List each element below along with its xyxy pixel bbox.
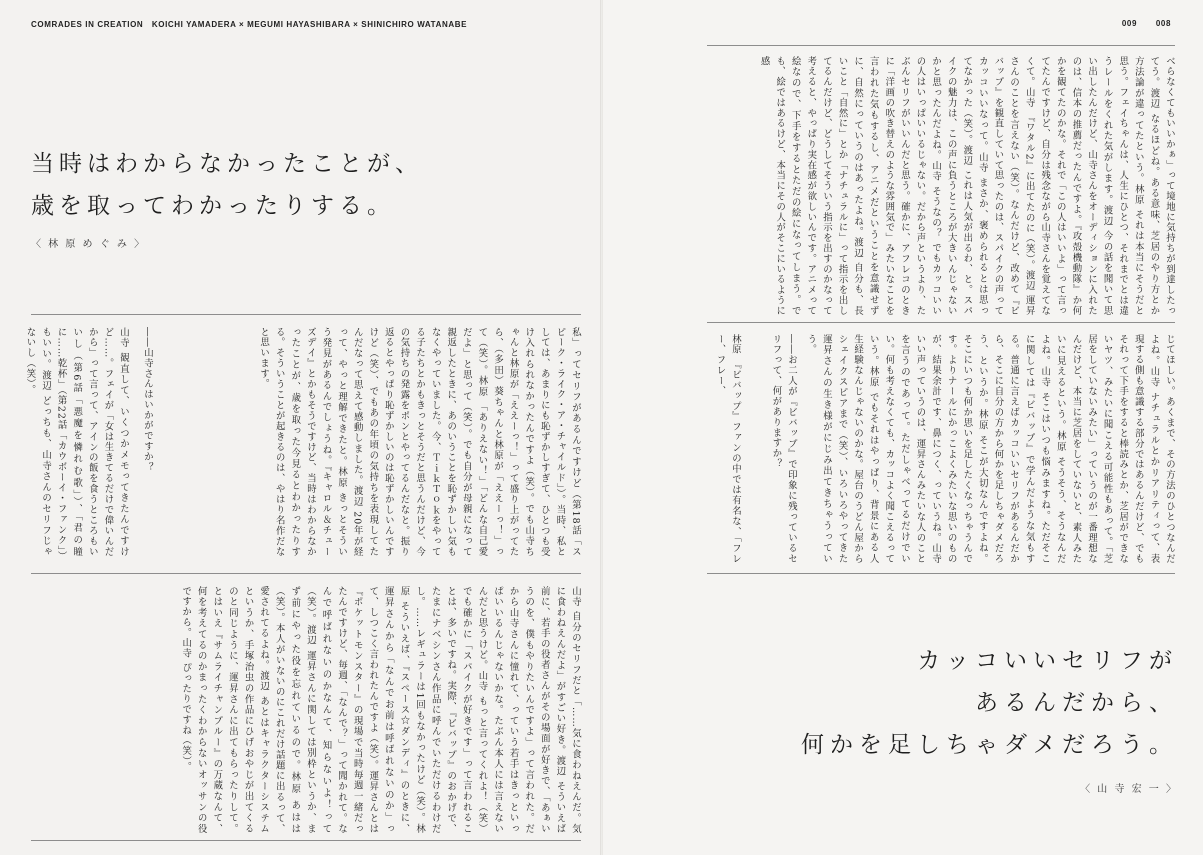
- pull-quote-attribution: 〈 林 原 め ぐ み 〉: [31, 239, 147, 250]
- running-header-title: COMRADES IN CREATION KOICHI YAMADERA × MEGUMI HAYASHIBARA × SHINICHIRO WATANABE: [31, 20, 468, 29]
- running-header-page-numbers: [1106, 19, 1171, 28]
- body-text-column: 私」ってセリフがあるんですけど（第18話「スピーク・ライク・ア・チャイルド」）。当時、私としては、あまりにも恥ずかしすぎて、ひとつも受け入れられなかったんですよ（笑）。でも山寺ちゃんと林原が「ええーっ！」って盛り上がってたら、（多田）葵ちゃんと林原が「ええーっ！」って（笑）。林原 「ありえない！」「どんな自己愛だよ」と思って（笑）。でも自分が母親になって親返したときに、あのいうことを恥ずかしい気もなくやっていました。今、ＴｉｋＴｏｋをやってる子たちとかもきっとそうだと思うんだけど、今の気持ちの発露をポンとやってるんだなと。振り返るとやっぱり恥ずかしいのは恥ずかしいんですけど（笑）、でもあの年頃の気持ちを表現してたんだなって思えて感動しました。渡辺 20年が経って、やっと理解できたと。林原 きっとそういう発見があるんでしょうね。『キャロル＆チューズデイ』とかもそうですけど、当時はわからなかったことが、歳を取った今見るとわかったりする。そういうことが起きるのは、やはり名作だなと思います。: [258, 327, 581, 557]
- pull-quote-attribution: 〈 山 寺 宏 一 〉: [1080, 784, 1178, 795]
- section-rule: [31, 573, 581, 574]
- pull-quote-line: 何かを足しちゃダメだろう。: [801, 732, 1178, 758]
- body-text-column: じてほしい。あくまで、その方法のひとつなんだよね。山寺 ナチュラルとかリアリティって、表現する側も意識する部分ではあるんだけど、でもそれって下手をすると棒読みとか、芝居ができないヤツ、みたいに聞こえる可能性もあって。「芝居をしていないみたい」っていうのが一番理想なんだけど、本当に芝居をしていないと、素人みたいに見えるという。林原 そうそう、そうなんだよね。山寺 そこはいつも悩みますね。ただそこに関しては『ビバップ』で学んだような気もする。普通に言えばカッコいいセリフがあるんだから、そこに自分の方から何かを足しちゃダメだろう、というか。林原 そこが大切なんですよね。そこにいつも何か思いを足したくなっちゃうんです。よりナールにかっこよくみたいな思いのものが、結果余計です、鼻につく、っていうね。山寺 いい声っていうのは、運昇さんみたいな人のことを言うのであって。ただしゃべってるだけでいい。何も考えなくても、カッコよく聞こえるっていう。林原 でもそれはやっぱり、背景にある人生経験なんじゃないのかな。屋台のうどん屋からシェイクスピアまで（笑）、いろいろやってきた運昇さんの生き様がにじみ出てきちゃうっていう。: [805, 334, 1175, 564]
- section-rule: [31, 840, 581, 841]
- section-rule: [707, 45, 1175, 46]
- body-text-column: べらなくてもいいかぁ」って境地に気持ちが到達したってう。渡辺 なるほどね。ある意味、芝居のやり方とか方法論が違ってたという。林原 それは本当にそうだと思う。フェイちゃんは、人生にひとつ、それまでとは違うレールをくれた気がします。渡辺 今の話を聞いて思い出したんだけど、山寺さんをオーディションに入れたのは、信本の推薦だったんですよ。『攻殻機動隊』か何かを観てたのかな。それで「この人はいいよ」って言ってたんですけど、自分は残念ながら山寺さんを覚えてなくて。山寺 『ワタル2』に出てたのに（笑）。渡辺 運昇さんのことを言えない（笑）。なんだけど、改めて『ビバップ』を観直していて思ったのは、スパイクの声ってカッコいいなって。山寺 まさか、褒められるとは思ってなかった（笑）。渡辺 これは人気が出るわ、と。スパイクの魅力は、この声に負うところが大きいんじゃないかと思ったんだよね。山寺 そうなの？ でもカッコいいの人はいっぱいいるじゃない。だから声というより、たぶんセリフがいいんだと思う。確かに、アフレコのときに「洋画の吹き替えのような雰囲気で」みたいなことを言われた気もするし、アニメだということを意識せずに、自然にっていうのはあったよね。渡辺 自分も、長いこと「自然に」とか「ナチュラルに」って指示を出してるんだけど、どうしてそういう指示を出すのかなって考えると、やっぱり実在感が欲しいんです。アニメって絵なので、下手をするとただの絵になってしまう。でも、絵ではあるけど、本当にその人がそこにいるように感: [758, 56, 1175, 316]
- section-rule: [31, 314, 581, 315]
- page-number-right: 008: [1155, 19, 1171, 28]
- pull-quote-line: 当時はわからなかったことが、: [31, 151, 423, 177]
- body-text-column: 林原 『ビバップ』ファンの中では有名な、「フレー、フレー、: [714, 334, 741, 564]
- section-rule: [707, 322, 1175, 323]
- right-pull-quote: [801, 640, 1178, 795]
- body-text-column: 山寺 観直して、いくつかメモってきたんですけど……。フェイが「女は生きてるだけで偉いんだから」って言って、アインの飯を食うところもいいし（第6話「悪魔を憐れむ歌」）、「君の瞳に……乾杯」（第22話「カウボーイ・ファンク」）もいい。渡辺 どっちも、山寺さんのセリフじゃないし（笑）。: [24, 327, 129, 557]
- interview-question: ――山寺さんはいかがですか？: [142, 327, 153, 473]
- pull-quote-line: あるんだから、: [975, 690, 1178, 716]
- pull-quote-line: カッコいいセリフが: [917, 648, 1178, 674]
- left-pull-quote: [31, 143, 423, 250]
- page-number-left: 009: [1121, 19, 1138, 28]
- pull-quote-line: 歳を取ってわかったりする。: [31, 193, 395, 219]
- section-rule: [707, 573, 1175, 574]
- body-text-column: 山寺 自分のセリフだと「……気に食わねえんだ。気に食わねえんだよ」がすごい好き。渡辺 そういえば前に、若手の役者さんがその場面が好きで、「あぁいうのを、僕もやりたいんですよ」って言われた。だから山寺さんに憧れて、っていう若手はきっといっぱいいるんじゃないかな。たぶん本人には言えないんだと思うけど。山寺 もっと言ってくれよ！（笑）でも確かに「スパイクが好きです」って言われることは、多いですね。実際、『ビバップ』のおかげで、たまにナベシンさん作品に呼んでいただけるわけだし。……レギュラーは1回もなかったけど（笑）。林原 そういえば、『スペース☆ダンディ』のときに、運昇さんから「なんでお前は呼ばれないのか」って、しつこく言われたんですよ（笑）。運昇さんとは『ポケットモンスター』の現場で当時毎週一緒だったんですけど、毎週、「なんで？」って聞かれて。なんで呼ばれないのかなんて、知らないよ！って（笑）。渡辺 運昇さんに関しては別枠というか、まず前にやった役を忘れているので。林原 あはは（笑）。本人がいないのにこれだけ話題に出るって、愛されてるよね。渡辺 あとはキャラクターシステムというか、手塚治虫の作品にひげおやじが出てくるのと同じように、運昇さんに出てもらったりして。とはいえ『サムライチャンプルー』の万蔵なんて、何を考えてるのかまったくわからないオッサンの役ですから。山寺 ぴったりですね（笑）。: [180, 586, 581, 834]
- interview-question: ――お二人が『ビバップ』で印象に残っているセリフって、何がありますか？: [770, 334, 797, 564]
- page-gutter: [600, 0, 603, 855]
